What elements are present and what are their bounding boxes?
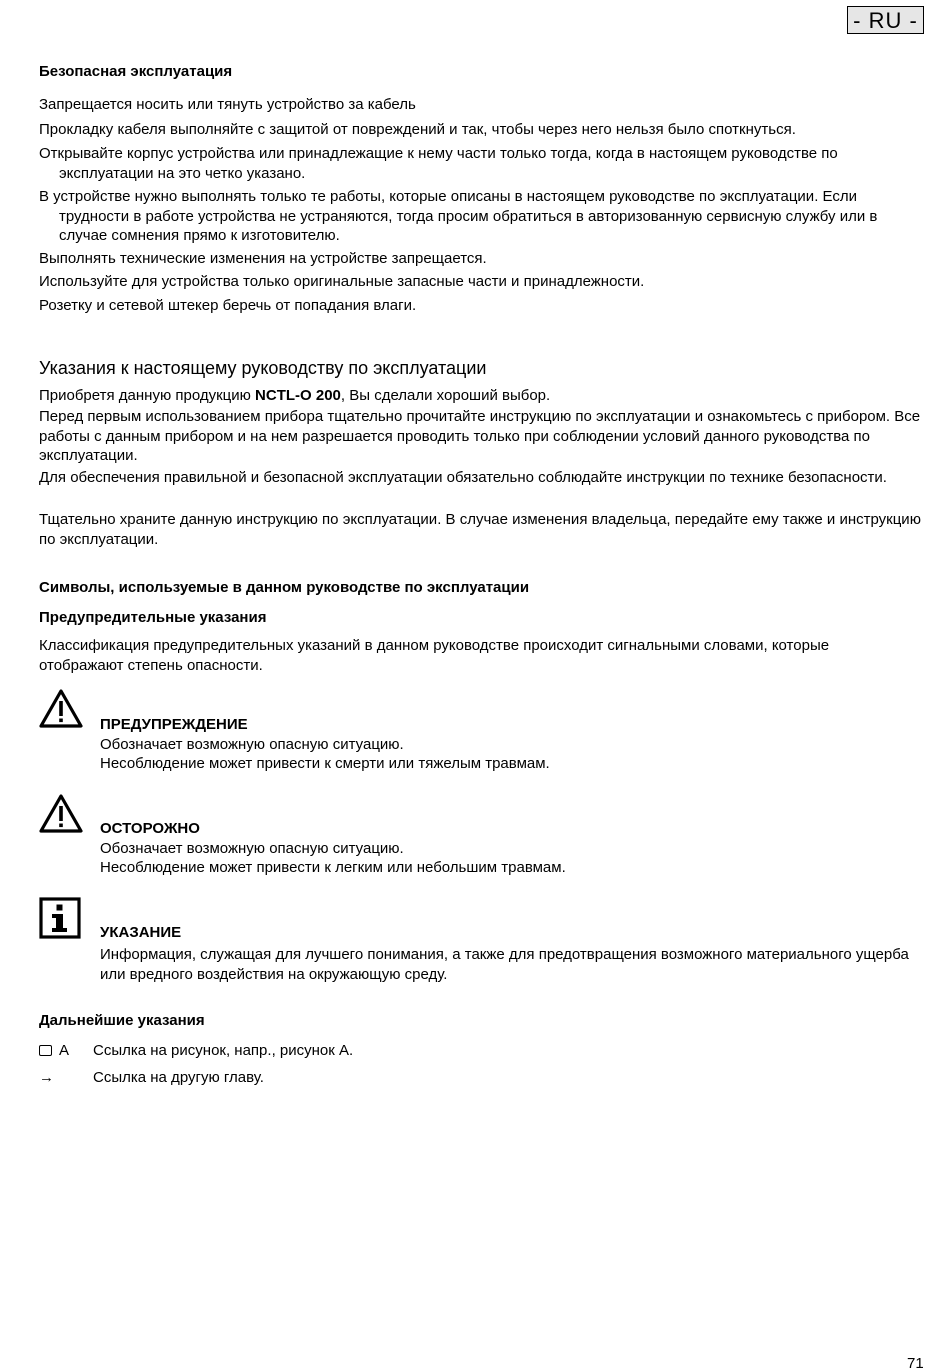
- figure-box-icon: [39, 1045, 52, 1056]
- intro-paragraph: [39, 386, 929, 406]
- section-title-safe-operation: Безопасная эксплуатация: [39, 63, 233, 80]
- language-tag: - RU -: [847, 6, 924, 34]
- safety-item: Используйте для устройства только оригинальные запасные части и принадлежности.: [39, 273, 645, 290]
- safety-item: В устройстве нужно выполнять только те работы, которые описаны в настоящем руководстве по эксплуатации. Если трудности в работе устройства не устраняются, тогда просим обратиться в авторизованную сервисную службу или в случае сомнения прямо к изготовителю.: [39, 188, 878, 244]
- chapter-reference-text: Ссылка на другую главу.: [93, 1069, 264, 1086]
- warning-triangle-icon: [39, 794, 83, 834]
- safety-item: Розетку и сетевой штекер беречь от попадания влаги.: [39, 297, 417, 314]
- section-title-further: Дальнейшие указания: [39, 1012, 205, 1029]
- caution-text: Несоблюдение может привести к легким или небольшим травмам.: [100, 859, 566, 876]
- section-title-symbols: Символы, используемые в данном руководстве по эксплуатации: [39, 579, 530, 596]
- notes-paragraph: Перед первым использованием прибора тщательно прочитайте инструкцию по эксплуатации и ознакомьтесь с прибором. Все работы с данным прибором и на нем разрешается проводить только при соблюдении условий данного руководства по эксплуатации.: [39, 408, 921, 464]
- safety-item: Выполнять технические изменения на устройстве запрещается.: [39, 250, 487, 267]
- notes-paragraph: Тщательно храните данную инструкцию по эксплуатации. В случае изменения владельца, передайте ему также и инструкцию по эксплуатации.: [39, 511, 921, 548]
- warning-title: ПРЕДУПРЕЖДЕНИЕ: [100, 716, 248, 733]
- arrow-icon: →: [39, 1069, 54, 1086]
- notice-text: Информация, служащая для лучшего понимания, а также для предотвращения возможного материального ущерба или вредного воздействия на окружающую среду.: [100, 946, 909, 983]
- warning-triangle-icon: [39, 689, 83, 729]
- warning-text: Обозначает возможную опасную ситуацию.: [100, 736, 404, 753]
- figure-reference-text: Ссылка на рисунок, напр., рисунок A.: [93, 1042, 354, 1059]
- intro-after: , Вы сделали хороший выбор.: [340, 387, 551, 404]
- safety-item: Запрещается носить или тянуть устройство за кабель: [39, 96, 416, 113]
- subsection-title-warnings: Предупредительные указания: [39, 609, 267, 626]
- caution-text: Обозначает возможную опасную ситуацию.: [100, 840, 404, 857]
- info-icon: [39, 897, 81, 939]
- product-name: NCTL-O 200: [255, 387, 341, 404]
- safety-item: Прокладку кабеля выполняйте с защитой от повреждений и так, чтобы через него нельзя было споткнуться.: [39, 121, 796, 138]
- intro-before: Приобретя данную продукцию: [39, 387, 256, 404]
- warning-text: Несоблюдение может привести к смерти или тяжелым травмам.: [100, 755, 550, 772]
- figure-reference-mark: A: [39, 1041, 69, 1060]
- warnings-intro: Классификация предупредительных указаний в данном руководстве происходит сигнальными словами, которые отображают степень опасности.: [39, 637, 830, 674]
- section-title-manual-notes: Указания к настоящему руководству по эксплуатации: [39, 358, 487, 378]
- notes-paragraph: Для обеспечения правильной и безопасной эксплуатации обязательно соблюдайте инструкции по технике безопасности.: [39, 469, 887, 486]
- safety-item: Открывайте корпус устройства или принадлежащие к нему части только тогда, когда в настоящем руководстве по эксплуатации на это четко указано.: [39, 145, 838, 182]
- page-number: 71: [907, 1355, 924, 1372]
- caution-title: ОСТОРОЖНО: [100, 820, 200, 837]
- notice-title: УКАЗАНИЕ: [100, 924, 182, 941]
